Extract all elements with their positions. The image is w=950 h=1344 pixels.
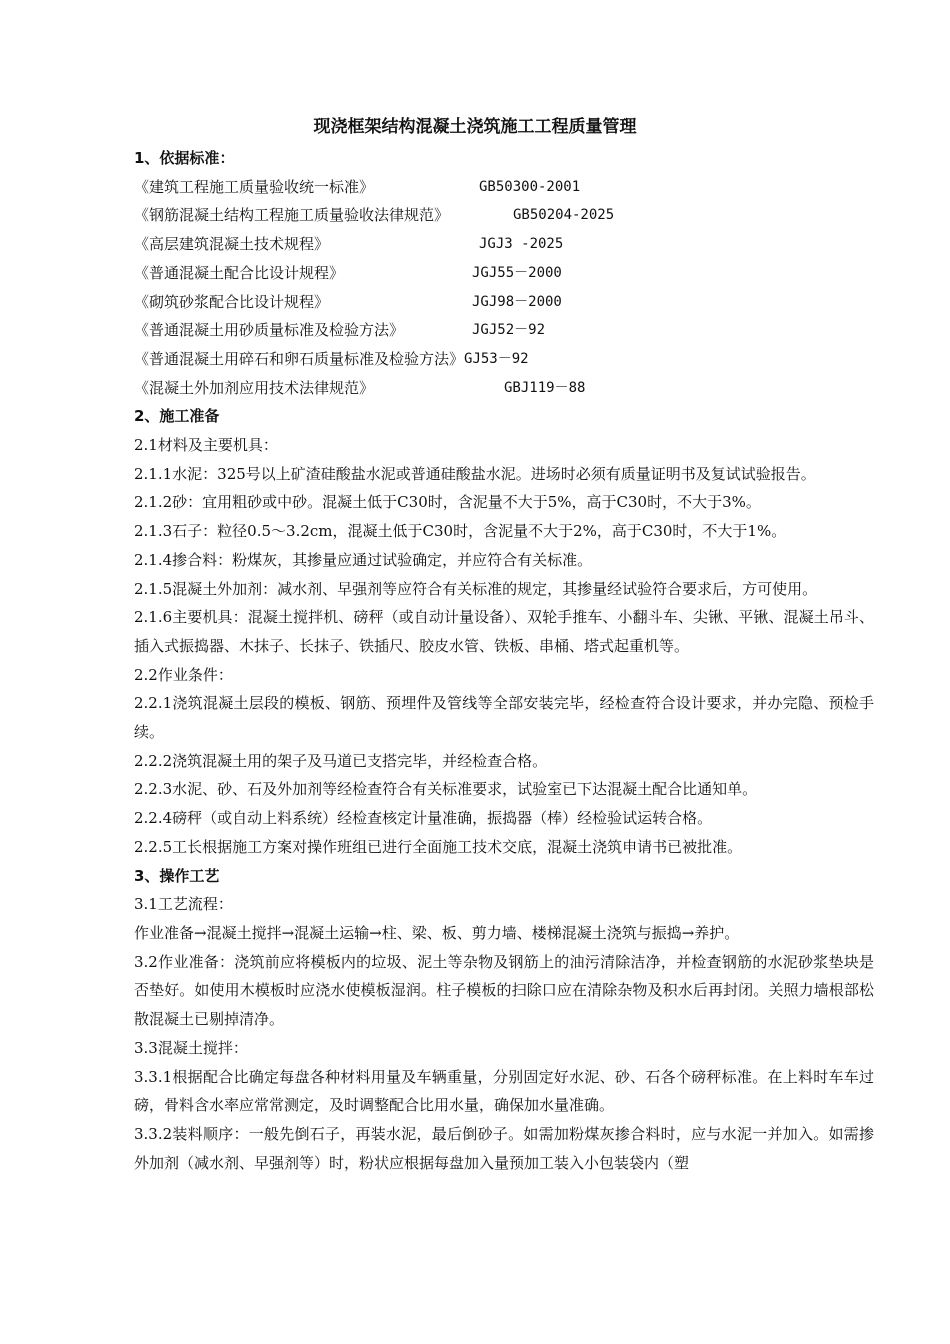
standard-item <box>134 230 874 259</box>
standard-item <box>134 374 874 403</box>
standard-item <box>134 201 874 230</box>
standard-name: 《普通混凝土配合比设计规程》 <box>134 263 345 282</box>
section-3-heading: 3、操作工艺 <box>134 866 220 885</box>
standard-item <box>134 173 874 202</box>
document-body <box>134 144 874 1177</box>
paragraph: 2.2.3水泥、砂、石及外加剂等经检查符合有关标准要求，试验室已下达混凝土配合比通知单。 <box>134 780 758 799</box>
document-title: 现浇框架结构混凝土浇筑施工工程质量管理 <box>313 117 637 137</box>
section-1-heading: 1、依据标准： <box>134 149 235 167</box>
paragraph: 2.1.4掺合料：粉煤灰，其掺量应通过试验确定，并应符合有关标准。 <box>134 550 593 569</box>
standard-item <box>134 345 874 374</box>
standard-name: 《普通混凝土用碎石和卵石质量标准及检验方法》 <box>134 349 465 368</box>
paragraph: 3.3混凝土搅拌： <box>134 1038 248 1057</box>
paragraph: 2.1材料及主要机具： <box>134 436 278 455</box>
standard-code: JGJ98－2000 <box>472 293 562 310</box>
standard-item <box>134 316 874 345</box>
paragraph: 3.2作业准备：浇筑前应将模板内的垃圾、泥土等杂物及钢筋上的油污清除洁净，并检查钢筋的水泥砂浆垫块是否垫好。如使用木模板时应浇水使模板湿润。柱子模板的扫除口应在清除杂物及积水后再封闭。关照力墙根部松散混凝土已剔掉清净。 <box>134 952 874 1029</box>
standard-item <box>134 259 874 288</box>
standard-name: 《高层建筑混凝土技术规程》 <box>134 235 330 254</box>
paragraph: 2.2.5工长根据施工方案对操作班组已进行全面施工技术交底，混凝土浇筑申请书已被批准。 <box>134 837 743 856</box>
section-2-heading: 2、施工准备 <box>134 407 220 426</box>
paragraph: 3.1工艺流程： <box>134 895 233 914</box>
paragraph: 2.1.3石子：粒径0.5～3.2cm，混凝土低于C30时，含泥量不大于2%，高于C30时，不大于1%。 <box>134 522 787 541</box>
standard-code: GBJ119－88 <box>504 379 586 396</box>
standard-code: JGJ52－92 <box>472 322 546 339</box>
standard-code: GB50204-2025 <box>513 207 615 224</box>
paragraph: 3.3.1根据配合比确定每盘各种材料用量及车辆重量，分别固定好水泥、砂、石各个磅秤标准。在上料时车车过磅，骨料含水率应常常测定，及时调整配合比用水量，确保加水量准确。 <box>134 1067 874 1115</box>
standard-code: GJ53－92 <box>464 350 529 367</box>
paragraph: 作业准备→混凝土搅拌→混凝土运输→柱、梁、板、剪力墙、楼梯混凝土浇筑与振捣→养护。 <box>134 923 740 942</box>
standards-list <box>134 173 874 403</box>
standard-code: GB50300-2001 <box>479 178 581 195</box>
standard-name: 《砌筑砂浆配合比设计规程》 <box>134 292 330 311</box>
standard-name: 《建筑工程施工质量验收统一标准》 <box>134 177 375 196</box>
standard-name: 《混凝土外加剂应用技术法律规范》 <box>134 378 375 397</box>
paragraph: 2.1.5混凝土外加剂：减水剂、早强剂等应符合有关标准的规定，其掺量经试验符合要求后，方可使用。 <box>134 579 818 598</box>
paragraph: 2.2.2浇筑混凝土用的架子及马道已支搭完毕，并经检查合格。 <box>134 751 548 770</box>
paragraph: 2.2.4磅秤（或自动上料系统）经检查核定计量准确，振捣器（棒）经检验试运转合格。 <box>134 809 713 828</box>
paragraph: 3.3.2装料顺序：一般先倒石子，再装水泥，最后倒砂子。如需加粉煤灰掺合料时，应与水泥一并加入。如需掺外加剂（减水剂、早强剂等）时，粉状应根据每盘加入量预加工装入小包装袋内（塑 <box>134 1124 874 1172</box>
paragraph: 2.2.1浇筑混凝土层段的模板、钢筋、预埋件及管线等全部安装完毕，经检查符合设计要求，并办完隐、预检手续。 <box>134 694 874 742</box>
paragraph: 2.1.6主要机具：混凝土搅拌机、磅秤（或自动计量设备）、双轮手推车、小翻斗车、尖锹、平锹、混凝土吊斗、插入式振捣器、木抹子、长抹子、铁插尺、胶皮水管、铁板、串桶、塔式起重机等。 <box>134 608 874 655</box>
standard-code: JGJ3 -2025 <box>479 236 564 253</box>
paragraph: 2.1.1水泥：325号以上矿渣硅酸盐水泥或普通硅酸盐水泥。进场时必须有质量证明书及复试试验报告。 <box>134 464 816 483</box>
standard-name: 《普通混凝土用砂质量标准及检验方法》 <box>134 321 405 340</box>
paragraph: 2.2作业条件： <box>134 665 233 684</box>
standard-code: JGJ55－2000 <box>472 264 562 281</box>
paragraph: 2.1.2砂：宜用粗砂或中砂。混凝土低于C30时，含泥量不大于5%，高于C30时，不大于3%。 <box>134 493 761 512</box>
standard-name: 《钢筋混凝土结构工程施工质量验收法律规范》 <box>134 206 450 225</box>
standard-item <box>134 288 874 317</box>
